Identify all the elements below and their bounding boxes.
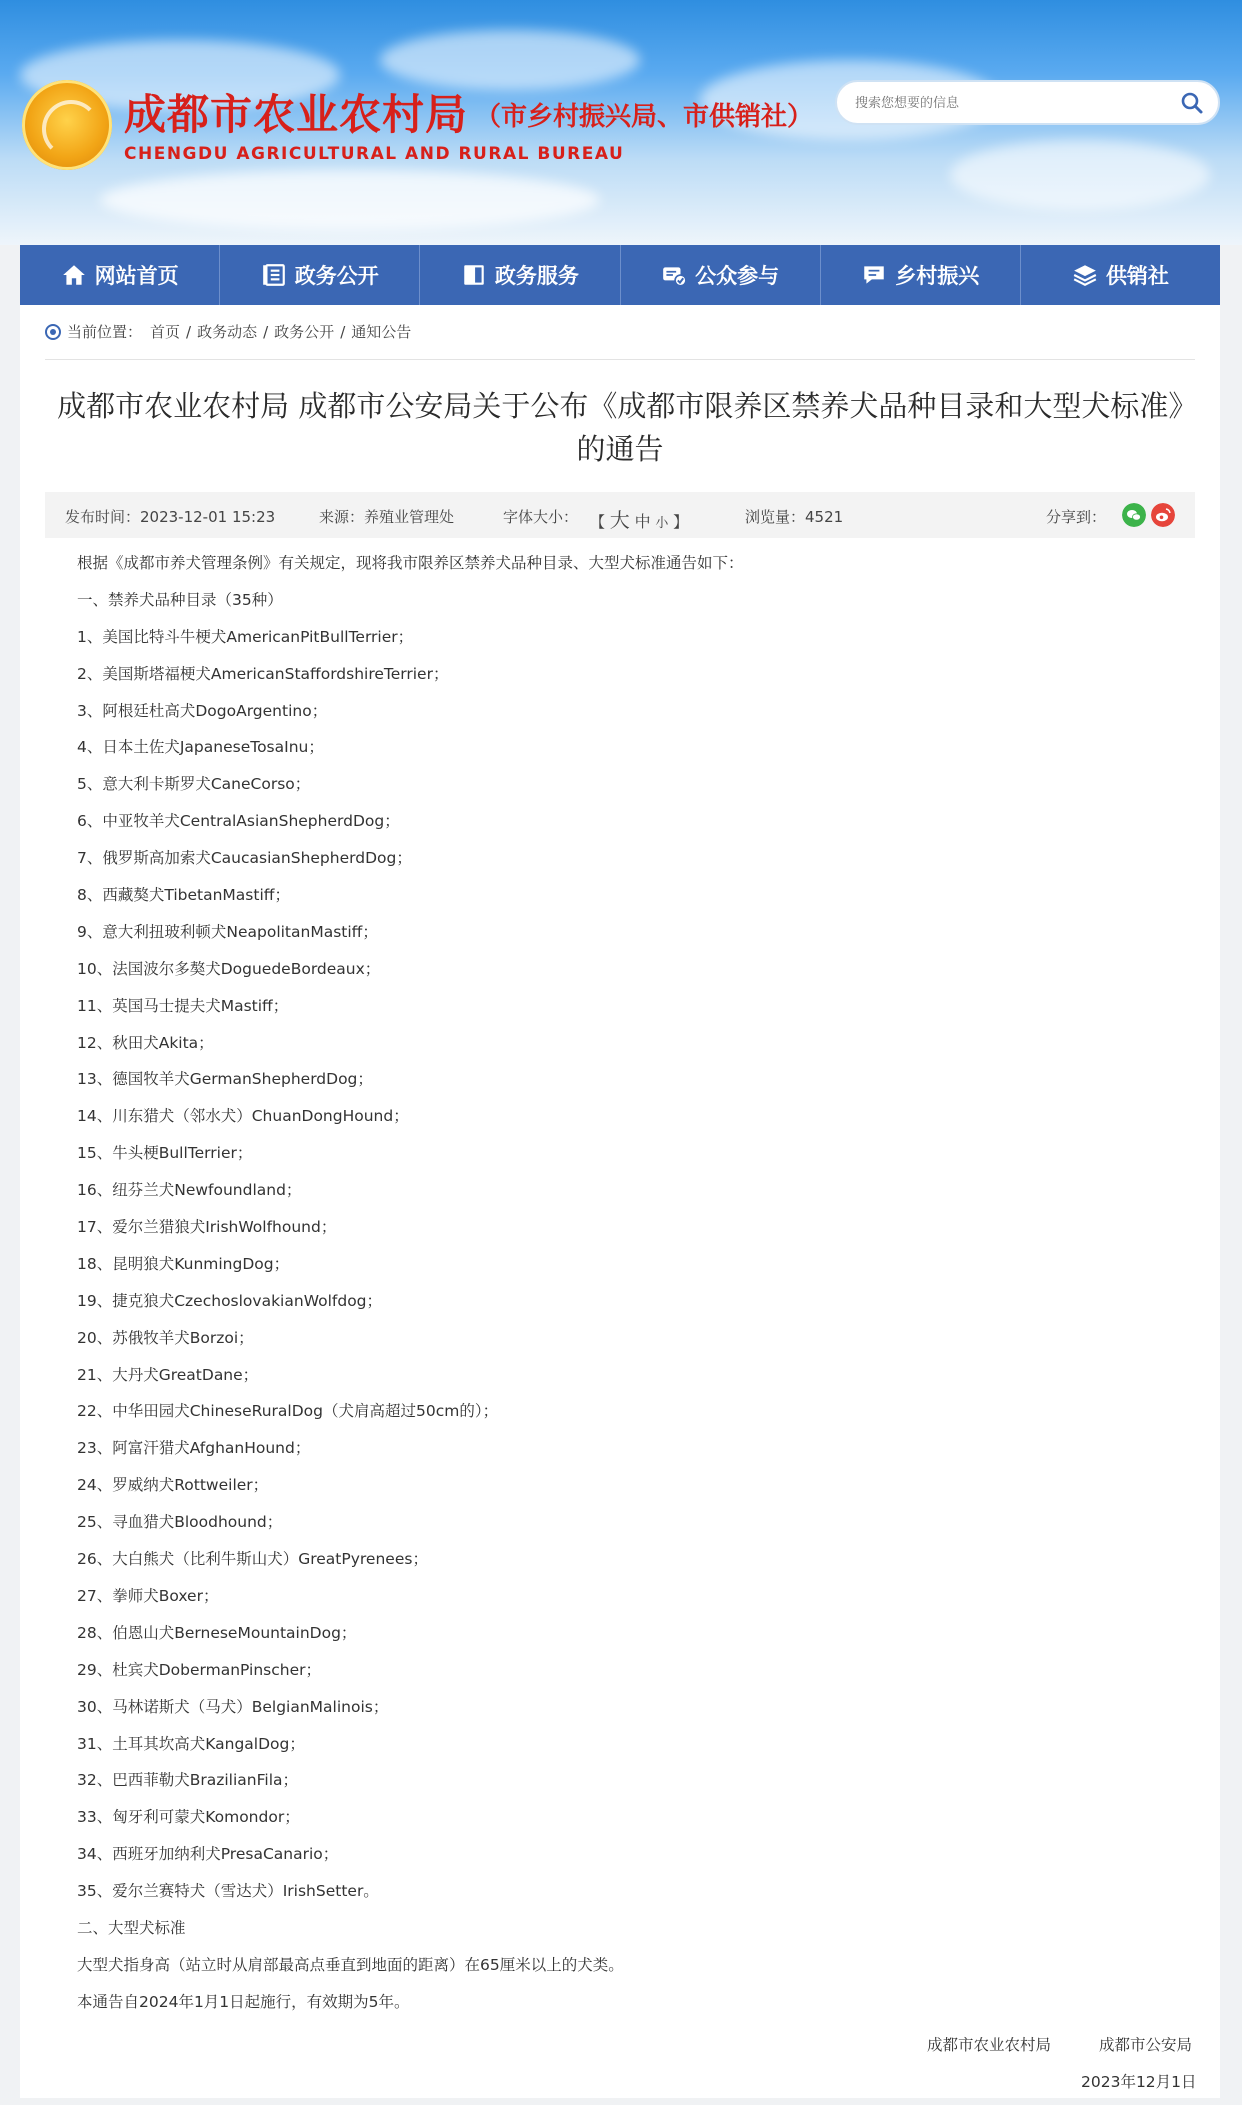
weibo-icon[interactable] bbox=[1151, 503, 1175, 527]
nav-item-supply-marketing[interactable] bbox=[1021, 245, 1220, 305]
nav-item-label: 乡村振兴 bbox=[895, 264, 980, 288]
site-subtitle: （市乡村振兴局、市供销社） bbox=[475, 102, 814, 132]
body-paragraph: 1、美国比特斗牛梗犬AmericanPitBullTerrier； bbox=[77, 627, 414, 646]
search-box[interactable] bbox=[835, 80, 1220, 125]
body-paragraph: 21、大丹犬GreatDane； bbox=[77, 1365, 259, 1384]
body-paragraph: 10、法国波尔多獒犬DoguedeBordeaux； bbox=[77, 959, 381, 978]
view-count: 浏览量：4521 bbox=[745, 508, 844, 526]
body-paragraph: 33、匈牙利可蒙犬Komondor； bbox=[77, 1808, 300, 1827]
document-list-icon bbox=[261, 262, 287, 288]
main-nav bbox=[20, 245, 1220, 305]
nav-item-gov-affairs[interactable] bbox=[220, 245, 420, 305]
font-size-medium-button[interactable]: 中 bbox=[634, 512, 651, 531]
signer-public-security-bureau: 成都市公安局 bbox=[1099, 2036, 1193, 2054]
chat-note-icon bbox=[861, 262, 887, 288]
article-meta-bar bbox=[45, 492, 1195, 538]
body-paragraph: 34、西班牙加纳利犬PresaCanario； bbox=[77, 1845, 339, 1864]
body-paragraph: 15、牛头梗BullTerrier； bbox=[77, 1144, 253, 1163]
search-input[interactable] bbox=[855, 92, 1155, 114]
breadcrumb-link-news[interactable]: 政务动态 bbox=[197, 323, 258, 341]
share-label: 分享到： bbox=[1046, 508, 1107, 526]
body-paragraph: 24、罗威纳犬Rottweiler； bbox=[77, 1476, 269, 1495]
body-paragraph: 二、大型犬标准 bbox=[77, 1918, 186, 1937]
site-header bbox=[0, 0, 1242, 245]
body-paragraph: 19、捷克狼犬CzechoslovakianWolfdog； bbox=[77, 1291, 383, 1310]
people-check-icon bbox=[661, 262, 687, 288]
book-icon bbox=[461, 262, 487, 288]
bureau-logo-emblem[interactable] bbox=[22, 80, 112, 170]
body-paragraph: 16、纽芬兰犬Newfoundland； bbox=[77, 1181, 302, 1200]
cloud-decoration bbox=[950, 140, 1210, 210]
font-size-control bbox=[590, 504, 688, 533]
body-paragraph: 26、大白熊犬（比利牛斯山犬）GreatPyrenees； bbox=[77, 1550, 428, 1569]
body-paragraph: 32、巴西菲勒犬BrazilianFila； bbox=[77, 1771, 299, 1790]
nav-item-gov-services[interactable] bbox=[420, 245, 620, 305]
layers-icon bbox=[1072, 262, 1098, 288]
site-english-title: CHENGDU AGRICULTURAL AND RURAL BUREAU bbox=[124, 144, 625, 164]
body-paragraph: 大型犬指身高（站立时从肩部最高点垂直到地面的距离）在65厘米以上的犬类。 bbox=[77, 1955, 624, 1974]
body-paragraph: 22、中华田园犬ChineseRuralDog（犬肩高超过50cm的）； bbox=[77, 1402, 499, 1421]
font-size-label: 字体大小： bbox=[503, 508, 579, 526]
nav-item-label: 网站首页 bbox=[94, 264, 179, 288]
body-paragraph: 4、日本土佐犬JapaneseTosaInu； bbox=[77, 738, 324, 757]
body-paragraph: 12、秋田犬Akita； bbox=[77, 1033, 214, 1052]
nav-item-label: 政务公开 bbox=[294, 264, 379, 288]
body-paragraph: 8、西藏獒犬TibetanMastiff； bbox=[77, 886, 290, 905]
font-size-bracket-open: 【 bbox=[590, 513, 606, 531]
nav-item-public-participation[interactable] bbox=[621, 245, 821, 305]
body-paragraph: 31、土耳其坎高犬KangalDog； bbox=[77, 1734, 305, 1753]
breadcrumb-link-notices[interactable]: 通知公告 bbox=[351, 323, 412, 341]
cloud-decoration bbox=[380, 30, 640, 90]
body-paragraph: 25、寻血猎犬Bloodhound； bbox=[77, 1513, 283, 1532]
breadcrumb-link-home[interactable]: 首页 bbox=[150, 323, 181, 341]
wechat-icon[interactable] bbox=[1122, 503, 1146, 527]
divider bbox=[45, 359, 1195, 360]
nav-item-home[interactable] bbox=[20, 245, 220, 305]
body-paragraph: 17、爱尔兰猎狼犬IrishWolfhound； bbox=[77, 1218, 337, 1237]
body-paragraph: 一、禁养犬品种目录（35种） bbox=[77, 590, 283, 609]
body-paragraph: 30、马林诺斯犬（马犬）BelgianMalinois； bbox=[77, 1697, 389, 1716]
body-paragraph: 9、意大利扭玻利顿犬NeapolitanMastiff； bbox=[77, 922, 378, 941]
body-paragraph: 3、阿根廷杜高犬DogoArgentino； bbox=[77, 701, 328, 720]
cloud-decoration bbox=[100, 170, 600, 230]
sign-date: 2023年12月1日 bbox=[1081, 2073, 1197, 2091]
publish-time: 发布时间：2023-12-01 15:23 bbox=[65, 508, 276, 526]
body-paragraph: 27、拳师犬Boxer； bbox=[77, 1586, 219, 1605]
breadcrumb bbox=[45, 321, 411, 342]
body-paragraph: 18、昆明狼犬KunmingDog； bbox=[77, 1254, 290, 1273]
search-icon[interactable] bbox=[1180, 91, 1204, 115]
font-size-small-button[interactable]: 小 bbox=[655, 516, 669, 531]
body-paragraph: 6、中亚牧羊犬CentralAsianShepherdDog； bbox=[77, 812, 400, 831]
main-content bbox=[20, 305, 1220, 2098]
body-paragraph: 本通告自2024年1月1日起施行，有效期为5年。 bbox=[77, 1992, 410, 2011]
article-title: 成都市农业农村局 成都市公安局关于公布《成都市限养区禁养犬品种目录和大型犬标准》的通告 bbox=[57, 389, 1183, 466]
body-paragraph: 5、意大利卡斯罗犬CaneCorso； bbox=[77, 775, 311, 794]
font-size-large-button[interactable]: 大 bbox=[609, 508, 630, 532]
home-icon bbox=[61, 262, 87, 288]
signer-agriculture-bureau: 成都市农业农村局 bbox=[927, 2036, 1052, 2054]
body-paragraph: 7、俄罗斯高加索犬CaucasianShepherdDog； bbox=[77, 849, 412, 868]
breadcrumb-separator: / bbox=[263, 322, 269, 341]
font-size-bracket-close: 】 bbox=[673, 513, 689, 531]
breadcrumb-prefix: 当前位置： bbox=[67, 323, 143, 341]
body-paragraph: 28、伯恩山犬BerneseMountainDog； bbox=[77, 1623, 357, 1642]
breadcrumb-separator: / bbox=[186, 322, 192, 341]
body-paragraph: 11、英国马士提夫犬Mastiff； bbox=[77, 996, 289, 1015]
nav-item-label: 供销社 bbox=[1105, 264, 1169, 288]
nav-item-rural-revitalization[interactable] bbox=[821, 245, 1021, 305]
location-icon bbox=[45, 324, 61, 340]
body-paragraph: 23、阿富汗猎犬AfghanHound； bbox=[77, 1439, 311, 1458]
body-paragraph: 14、川东猎犬（邻水犬）ChuanDongHound； bbox=[77, 1107, 409, 1126]
body-paragraph: 13、德国牧羊犬GermanShepherdDog； bbox=[77, 1070, 373, 1089]
article-body bbox=[77, 545, 1187, 2021]
article-source: 来源：养殖业管理处 bbox=[319, 508, 455, 526]
body-paragraph: 29、杜宾犬DobermanPinscher； bbox=[77, 1660, 322, 1679]
nav-item-label: 公众参与 bbox=[695, 264, 780, 288]
body-paragraph: 35、爱尔兰赛特犬（雪达犬）IrishSetter。 bbox=[77, 1882, 379, 1901]
site-title[interactable]: 成都市农业农村局 bbox=[124, 90, 469, 139]
body-paragraph: 20、苏俄牧羊犬Borzoi； bbox=[77, 1328, 254, 1347]
nav-item-label: 政务服务 bbox=[494, 264, 579, 288]
body-paragraph: 2、美国斯塔福梗犬AmericanStaffordshireTerrier； bbox=[77, 664, 449, 683]
breadcrumb-separator: / bbox=[340, 322, 346, 341]
body-paragraph: 根据《成都市养犬管理条例》有关规定，现将我市限养区禁养犬品种目录、大型犬标准通告如下： bbox=[77, 554, 744, 572]
breadcrumb-link-gov-open[interactable]: 政务公开 bbox=[274, 323, 335, 341]
